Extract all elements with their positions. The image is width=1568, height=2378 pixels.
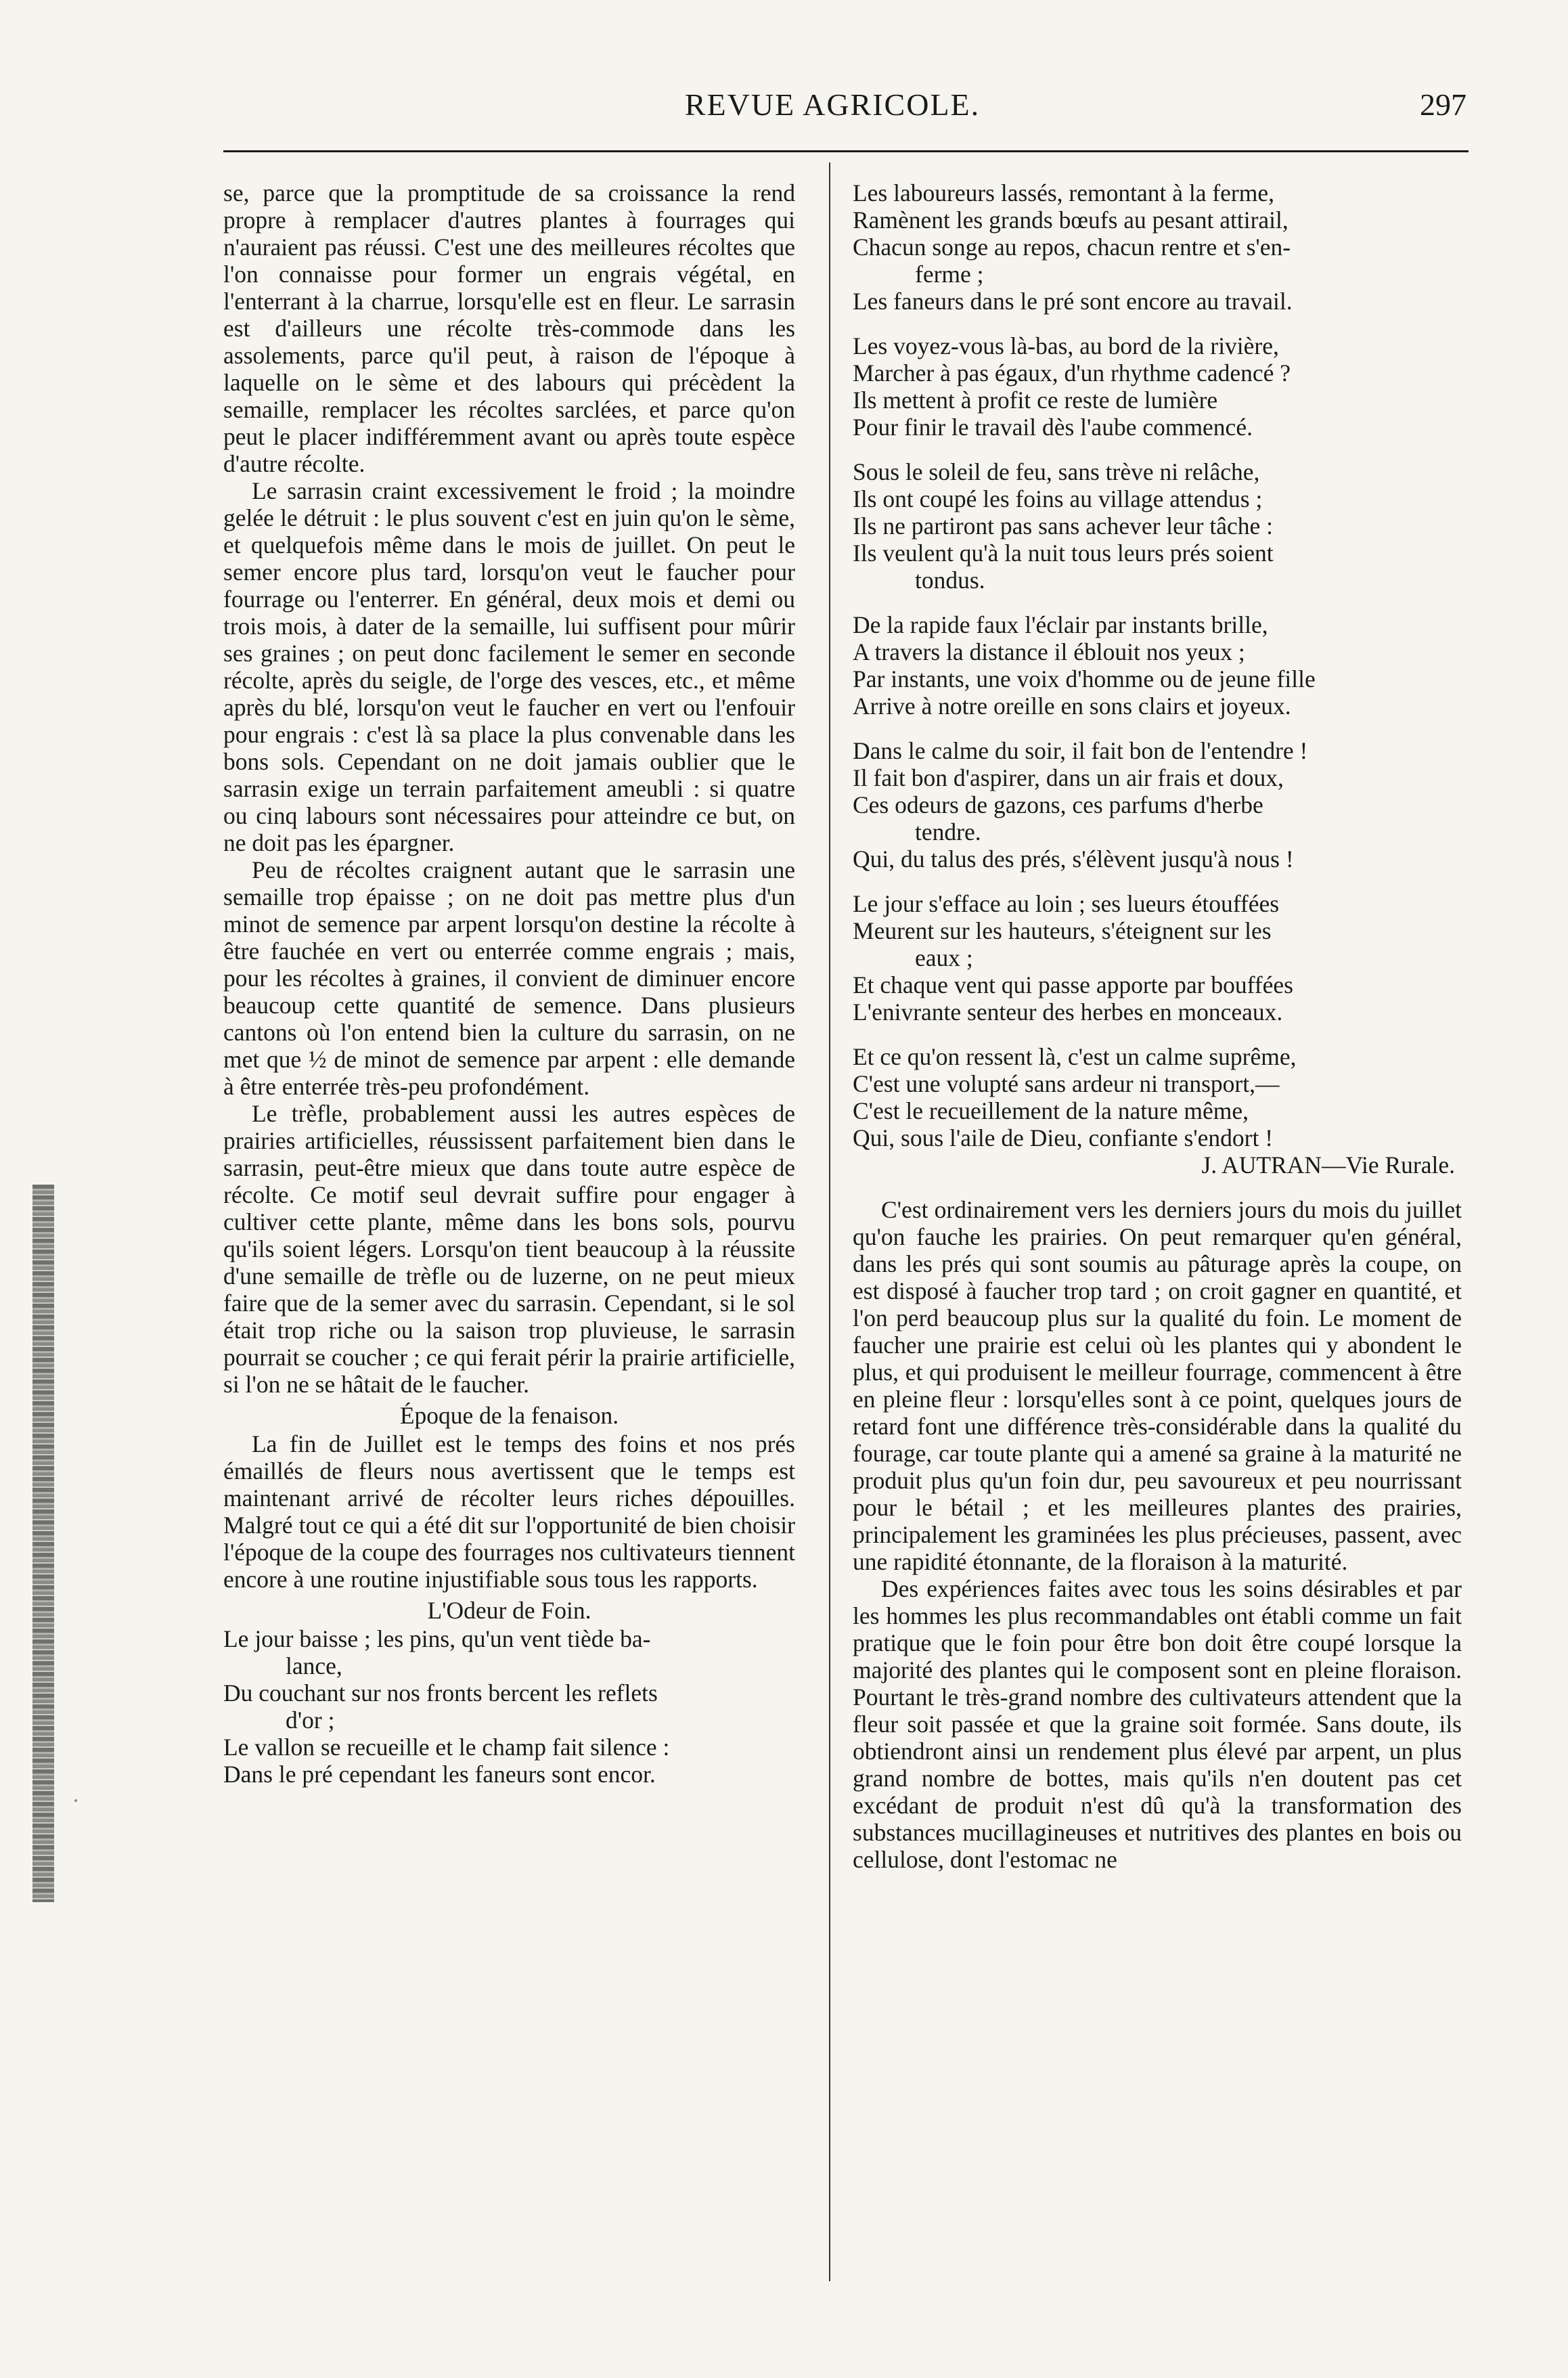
verse-line: Ces odeurs de gazons, ces parfums d'herbe [853,791,1263,818]
verse-line: lance, [286,1652,342,1679]
header-rule [223,150,1469,152]
verse-line: Du couchant sur nos fronts bercent les reflets [223,1679,658,1707]
verse-line: De la rapide faux l'éclair par instants brille, [853,611,1268,638]
verse-line: Ils mettent à profit ce reste de lumière [853,387,1218,414]
verse-line: Les voyez-vous là-bas, au bord de la rivière, [853,332,1279,359]
verse-line: ferme ; [915,261,984,288]
poem-stanza [853,611,1462,720]
poem-stanza [853,179,1462,315]
verse-line: Ils veulent qu'à la nuit tous leurs prés soient [853,540,1274,567]
verse-line: Pour finir le travail dès l'aube commencé. [853,414,1253,441]
verse-line: Chacun songe au repos, chacun rentre et s'en- [853,234,1291,261]
verse-line: Dans le calme du soir, il fait bon de l'entendre ! [853,737,1308,764]
poem-attribution: J. AUTRAN—Vie Rurale. [1201,1151,1455,1179]
verse-line: A travers la distance il éblouit nos yeux ; [853,638,1245,665]
verse-line: Il fait bon d'aspirer, dans un air frais et doux, [853,764,1284,791]
verse-line: d'or ; [286,1707,335,1734]
paragraph: C'est ordinairement vers les derniers jours du mois du juillet qu'on fauche les prairies. On peut remarquer qu'en général, dans les prés qui sont soumis au pâturage après la coupe, on est disposé à faucher trop tard ; on croit gagner en quantité, et l'on perd beaucoup plus sur la qualité du foin. Le moment de faucher une prairie est celui où les plantes qui y abondent le plus, et qui produisent le meilleur fourrage, commencent à être en pleine fleur : lorsqu'elles sont à ce point, quelques jours de retard font une différence très-considérable dans la qualité du fourage, car toute plante qui a amené sa graine à la maturité ne produit plus qu'un foin dur, peu savoureux et peu nourrissant pour le bétail ; et les meilleures plantes des prairies, principalement les graminées les plus précieuses, passent, avec une rapidité étonnante, de la floraison à la maturité. [853,1196,1462,1575]
verse-line: C'est le recueillement de la nature même, [853,1097,1249,1124]
verse-line: Ils ne partiront pas sans achever leur tâche : [853,512,1273,540]
verse-line: Les laboureurs lassés, remontant à la ferme, [853,179,1274,206]
scan-speck [74,1799,77,1802]
paragraph: se, parce que la promptitude de sa croissance la rend propre à remplacer d'autres plantes à fourrages qui n'auraient pas réussi. C'est une des meilleures récoltes que l'on connaisse pour former un engrais végétal, en l'enterrant à la charrue, lorsqu'elle est en fleur. Le sarrasin est d'ailleurs une récolte très-commode dans les assolements, parce qu'il peut, à raison de l'époque à laquelle on le sème et des labours qui précèdent la semaille, remplacer les récoltes sarclées, et parce qu'on peut le placer indifféremment avant ou après toute espèce d'autre récolte. [223,179,795,477]
poem-stanza [853,458,1462,594]
verse-line: Arrive à notre oreille en sons clairs et joyeux. [853,692,1291,720]
verse-line: Marcher à pas égaux, d'un rhythme cadencé ? [853,359,1291,387]
verse-line: Les faneurs dans le pré sont encore au travail. [853,288,1293,315]
verse-line: Ils ont coupé les foins au village attendus ; [853,485,1263,512]
verse-line: Meurent sur les hauteurs, s'éteignent sur les [853,917,1272,944]
verse-line: Sous le soleil de feu, sans trève ni relâche, [853,458,1260,485]
page-number: 297 [1420,87,1466,122]
left-column [223,179,795,1788]
scan-binding-edge [32,1185,54,1902]
verse-line: Et chaque vent qui passe apporte par bouffées [853,971,1293,998]
running-head: REVUE AGRICOLE. [684,87,981,122]
poem-stanza [853,737,1462,873]
verse-line: Ramènent les grands bœufs au pesant attirail, [853,206,1289,234]
poem-stanza [853,1043,1462,1151]
poem-title: L'Odeur de Foin. [427,1597,591,1624]
verse-line: Le jour baisse ; les pins, qu'un vent tiède ba- [223,1625,651,1652]
verse-line: eaux ; [915,944,973,971]
section-heading: Époque de la fenaison. [399,1402,619,1429]
verse-line: L'enivrante senteur des herbes en monceaux. [853,998,1283,1026]
paragraph: Le trèfle, probablement aussi les autres espèces de prairies artificielles, réussissent parfaitement bien dans le sarrasin, peut-être mieux que dans toute autre espèce de récolte. Ce motif seul devrait suffire pour engager à cultiver cette plante, même dans les bons sols, pourvu qu'ils soient légers. Lorsqu'on tient beaucoup à la réussite d'une semaille de trèfle ou de luzerne, on ne peut mieux faire que de la semer avec du sarrasin. Cependant, si le sol était trop riche ou la saison trop pluvieuse, le sarrasin pourrait se coucher ; ce qui ferait périr la prairie artificielle, si l'on ne se hâtait de le faucher. [223,1100,795,1398]
poem-stanza [853,332,1462,441]
column-divider [829,162,830,2281]
verse-line: Dans le pré cependant les faneurs sont encor. [223,1761,656,1788]
verse-line: Qui, du talus des prés, s'élèvent jusqu'à nous ! [853,845,1294,873]
verse-line: tondus. [915,567,985,594]
paragraph: Peu de récoltes craignent autant que le sarrasin une semaille trop épaisse ; on ne doit pas mettre plus d'un minot de semence par arpent lorsqu'on destine la récolte à être fauchée en vert ou enterrée comme engrais ; mais, pour les récoltes à graines, il convient de diminuer encore beaucoup cette quantité de semence. Dans plusieurs cantons où l'on entend bien la culture du sarrasin, on ne met que ½ de minot de semence par arpent : elle demande à être enterrée très-peu profondément. [223,856,795,1100]
verse-line: Qui, sous l'aile de Dieu, confiante s'endort ! [853,1124,1274,1151]
verse-line: Et ce qu'on ressent là, c'est un calme suprême, [853,1043,1297,1070]
verse-line: Le jour s'efface au loin ; ses lueurs étouffées [853,890,1280,917]
right-column [853,179,1462,1873]
paragraph: La fin de Juillet est le temps des foins et nos prés émaillés de fleurs nous avertissent que le temps est maintenant arrivé de récolter leurs riches dépouilles. Malgré tout ce qui a été dit sur l'opportunité de bien choisir l'époque de la coupe des fourrages nos cultivateurs tiennent encore à une routine injustifiable sous tous les rapports. [223,1430,795,1593]
poem-stanza [853,890,1462,1026]
verse-line: Par instants, une voix d'homme ou de jeune fille [853,665,1316,692]
paragraph: Le sarrasin craint excessivement le froid ; la moindre gelée le détruit : le plus souvent c'est en juin qu'on le sème, et quelquefois même dans le mois de juillet. On peut le semer encore plus tard, lorsqu'on veut le faucher pour fourrage ou l'enterrer. En général, deux mois et demi ou trois mois, à dater de la semaille, lui suffisent pour mûrir ses graines ; on peut donc facilement le semer en seconde récolte, après du seigle, de l'orge des vesces, etc., et même après du blé, lorsqu'on veut le faucher en vert ou l'enfouir pour engrais : c'est là sa place la plus convenable dans les bons sols. Cependant on ne doit jamais oublier que le sarrasin exige un terrain parfaitement ameubli : si quatre ou cinq labours sont nécessaires pour atteindre ce but, on ne doit pas les épargner. [223,477,795,856]
verse-line: Le vallon se recueille et le champ fait silence : [223,1734,670,1761]
poem-stanza [223,1625,795,1788]
paragraph: Des expériences faites avec tous les soins désirables et par les hommes les plus recommandables ont établi comme un fait pratique que le foin pour être bon doit être coupé lorsque la majorité des plantes qui le composent sont en pleine floraison. Pourtant le très-grand nombre des cultivateurs attendent que la fleur soit passée et que la graine soit formée. Sans doute, ils obtiendront ainsi un rendement plus élevé par arpent, un plus grand nombre de bottes, mais qu'ils n'en doutent pas cet excédant de produit n'est dû qu'à la transformation des substances mucillagineuses et nutritives des plantes en bois ou cellulose, dont l'estomac ne [853,1575,1462,1873]
verse-line: tendre. [915,818,981,845]
verse-line: C'est une volupté sans ardeur ni transport,— [853,1070,1280,1097]
